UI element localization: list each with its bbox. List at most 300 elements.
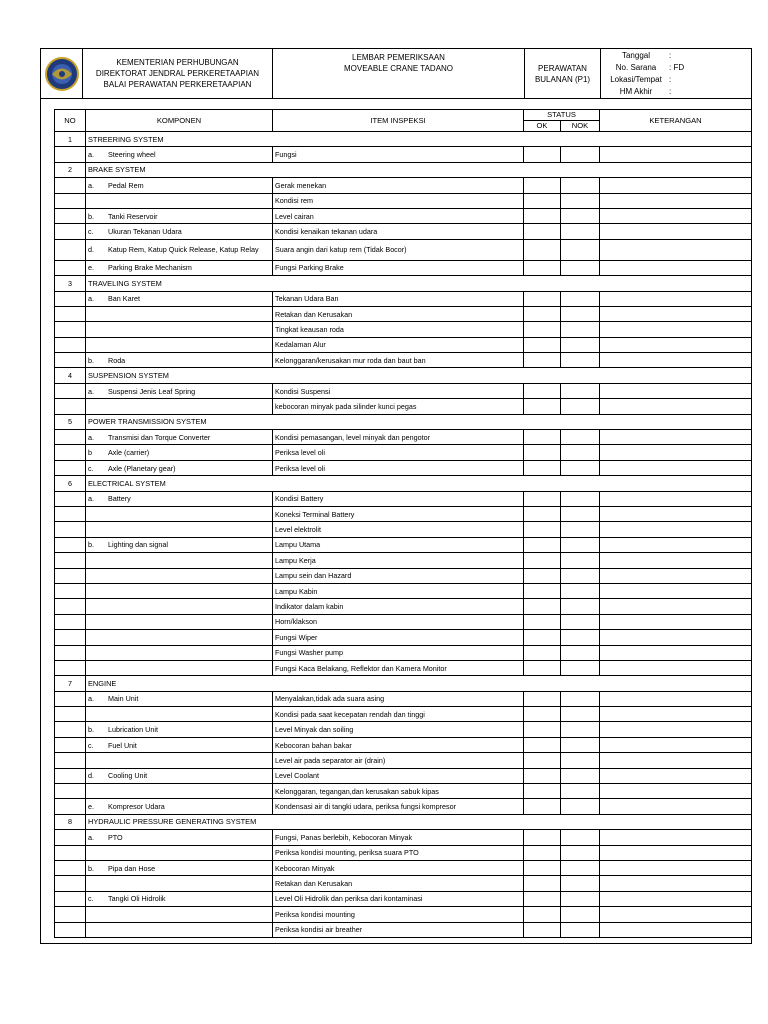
status-ok-cell[interactable]: [524, 599, 561, 614]
row-number: [55, 630, 86, 645]
status-ok-cell[interactable]: [524, 583, 561, 598]
inspection-table: [54, 109, 752, 938]
remarks-cell[interactable]: [600, 224, 752, 239]
inspection-item: Kondensasi air di tangki udara, periksa fungsi kompresor: [273, 799, 524, 814]
status-nok-cell[interactable]: [561, 583, 600, 598]
table-row: [55, 553, 752, 568]
remarks-cell[interactable]: [600, 922, 752, 937]
status-nok-cell[interactable]: [561, 891, 600, 906]
component-name: Roda: [108, 355, 126, 365]
table-row: [55, 537, 752, 552]
item-letter: b: [88, 448, 92, 458]
remarks-cell[interactable]: [600, 537, 752, 552]
meta-label: No. Sarana: [615, 63, 657, 72]
component-cell: [86, 178, 273, 193]
table-row: [55, 383, 752, 398]
status-nok-cell[interactable]: [561, 876, 600, 891]
component-cell: [86, 553, 273, 568]
remarks-cell[interactable]: [600, 568, 752, 583]
row-number: [55, 907, 86, 922]
status-ok-cell[interactable]: [524, 660, 561, 675]
col-komponen: KOMPONEN: [86, 110, 273, 132]
remarks-cell[interactable]: [600, 583, 752, 598]
remarks-cell[interactable]: [600, 830, 752, 845]
row-number: [55, 337, 86, 352]
row-number: [55, 383, 86, 398]
status-nok-cell[interactable]: [561, 799, 600, 814]
component-cell: [86, 860, 273, 875]
component-cell: [86, 830, 273, 845]
component-cell: [86, 208, 273, 223]
row-number: [55, 876, 86, 891]
component-cell: [86, 922, 273, 937]
status-nok-cell[interactable]: [561, 506, 600, 521]
row-number: [55, 691, 86, 706]
status-ok-cell[interactable]: [524, 399, 561, 414]
remarks-cell[interactable]: [600, 147, 752, 162]
row-number: [55, 506, 86, 521]
component-cell: [86, 291, 273, 306]
meta-row: [603, 50, 671, 62]
row-number: [55, 491, 86, 506]
row-number: [55, 830, 86, 845]
item-letter: e.: [88, 263, 94, 273]
status-ok-cell[interactable]: [524, 753, 561, 768]
status-nok-cell[interactable]: [561, 399, 600, 414]
table-row: [55, 224, 752, 239]
inspection-sheet: [40, 48, 752, 944]
row-number: [55, 645, 86, 660]
remarks-cell[interactable]: [600, 614, 752, 629]
inspection-item: Kebocoran Minyak: [273, 860, 524, 875]
component-name: Tangki Oli Hidrolik: [108, 894, 166, 904]
remarks-cell[interactable]: [600, 799, 752, 814]
status-ok-cell[interactable]: [524, 506, 561, 521]
row-number: [55, 784, 86, 799]
remarks-cell[interactable]: [600, 860, 752, 875]
status-nok-cell[interactable]: [561, 860, 600, 875]
inspection-item: Gerak menekan: [273, 178, 524, 193]
col-no: NO: [55, 110, 86, 132]
status-ok-cell[interactable]: [524, 193, 561, 208]
status-ok-cell[interactable]: [524, 691, 561, 706]
remarks-cell[interactable]: [600, 208, 752, 223]
remarks-cell[interactable]: [600, 239, 752, 260]
item-letter: d.: [88, 771, 94, 781]
status-ok-cell[interactable]: [524, 891, 561, 906]
row-number: [55, 239, 86, 260]
table-row: [55, 460, 752, 475]
table-row: [55, 876, 752, 891]
status-nok-cell[interactable]: [561, 645, 600, 660]
row-number: [55, 707, 86, 722]
component-cell: [86, 430, 273, 445]
remarks-cell[interactable]: [600, 768, 752, 783]
col-nok: NOK: [561, 121, 600, 132]
inspection-item: Kelonggaran/kerusakan mur roda dan baut ban: [273, 353, 524, 368]
inspection-item: kebocoran minyak pada silinder kunci pegas: [273, 399, 524, 414]
row-number: 4: [55, 368, 86, 383]
status-nok-cell[interactable]: [561, 291, 600, 306]
status-nok-cell[interactable]: [561, 753, 600, 768]
table-row: [55, 208, 752, 223]
status-ok-cell[interactable]: [524, 845, 561, 860]
remarks-cell[interactable]: [600, 337, 752, 352]
status-ok-cell[interactable]: [524, 537, 561, 552]
remarks-cell[interactable]: [600, 491, 752, 506]
table-row: [55, 630, 752, 645]
status-ok-cell[interactable]: [524, 784, 561, 799]
table-row: [55, 568, 752, 583]
remarks-cell[interactable]: [600, 306, 752, 321]
row-number: 5: [55, 414, 86, 429]
remarks-cell[interactable]: [600, 353, 752, 368]
status-ok-cell[interactable]: [524, 491, 561, 506]
remarks-cell[interactable]: [600, 784, 752, 799]
component-cell: [86, 614, 273, 629]
status-nok-cell[interactable]: [561, 691, 600, 706]
status-nok-cell[interactable]: [561, 445, 600, 460]
row-number: [55, 460, 86, 475]
row-number: [55, 922, 86, 937]
remarks-cell[interactable]: [600, 753, 752, 768]
inspection-item: Level cairan: [273, 208, 524, 223]
status-ok-cell[interactable]: [524, 860, 561, 875]
remarks-cell[interactable]: [600, 660, 752, 675]
meta-value: :: [669, 87, 672, 96]
meta-value: : FD: [669, 63, 685, 72]
status-ok-cell[interactable]: [524, 614, 561, 629]
table-row: [55, 830, 752, 845]
inspection-item: Suara angin dari katup rem (Tidak Bocor): [273, 239, 524, 260]
row-number: [55, 599, 86, 614]
row-number: [55, 430, 86, 445]
inspection-item: Fungsi, Panas berlebih, Kebocoran Minyak: [273, 830, 524, 845]
remarks-cell[interactable]: [600, 399, 752, 414]
item-letter: b.: [88, 863, 94, 873]
status-nok-cell[interactable]: [561, 306, 600, 321]
status-nok-cell[interactable]: [561, 147, 600, 162]
remarks-cell[interactable]: [600, 260, 752, 275]
component-name: Lubrication Unit: [108, 725, 158, 735]
component-cell: [86, 506, 273, 521]
section-title: ELECTRICAL SYSTEM: [86, 476, 752, 491]
inspection-item: Fungsi Parking Brake: [273, 260, 524, 275]
meta-label: Tanggal: [621, 51, 651, 60]
component-cell: [86, 399, 273, 414]
meta-row: [603, 86, 671, 98]
component-cell: [86, 907, 273, 922]
inspection-item: Lampu sein dan Hazard: [273, 568, 524, 583]
meta-fields: [601, 49, 751, 98]
inspection-item: Kondisi Battery: [273, 491, 524, 506]
inspection-item: Indikator dalam kabin: [273, 599, 524, 614]
status-nok-cell[interactable]: [561, 722, 600, 737]
status-nok-cell[interactable]: [561, 193, 600, 208]
status-nok-cell[interactable]: [561, 383, 600, 398]
status-nok-cell[interactable]: [561, 737, 600, 752]
remarks-cell[interactable]: [600, 522, 752, 537]
document-title: [273, 49, 525, 98]
component-cell: [86, 322, 273, 337]
status-ok-cell[interactable]: [524, 707, 561, 722]
section-row: [55, 814, 752, 829]
status-nok-cell[interactable]: [561, 322, 600, 337]
component-name: Fuel Unit: [108, 740, 137, 750]
row-number: [55, 660, 86, 675]
component-name: Ban Karet: [108, 294, 140, 304]
remarks-cell[interactable]: [600, 645, 752, 660]
status-ok-cell[interactable]: [524, 383, 561, 398]
section-row: [55, 162, 752, 177]
status-nok-cell[interactable]: [561, 707, 600, 722]
item-letter: a.: [88, 494, 94, 504]
item-letter: b.: [88, 355, 94, 365]
status-ok-cell[interactable]: [524, 737, 561, 752]
inspection-item: Tekanan Udara Ban: [273, 291, 524, 306]
item-letter: c.: [88, 740, 94, 750]
status-nok-cell[interactable]: [561, 239, 600, 260]
remarks-cell[interactable]: [600, 630, 752, 645]
status-nok-cell[interactable]: [561, 208, 600, 223]
component-cell: [86, 239, 273, 260]
inspection-item: Tingkat keausan roda: [273, 322, 524, 337]
status-nok-cell[interactable]: [561, 522, 600, 537]
status-ok-cell[interactable]: [524, 799, 561, 814]
row-number: [55, 306, 86, 321]
row-number: [55, 722, 86, 737]
col-status: STATUS: [524, 110, 600, 121]
remarks-cell[interactable]: [600, 599, 752, 614]
status-nok-cell[interactable]: [561, 768, 600, 783]
inspection-item: Level air pada separator air (drain): [273, 753, 524, 768]
status-ok-cell[interactable]: [524, 337, 561, 352]
remarks-cell[interactable]: [600, 553, 752, 568]
inspection-item: Kondisi Suspensi: [273, 383, 524, 398]
status-ok-cell[interactable]: [524, 353, 561, 368]
item-letter: c.: [88, 463, 94, 473]
remarks-cell[interactable]: [600, 178, 752, 193]
component-name: PTO: [108, 832, 123, 842]
status-nok-cell[interactable]: [561, 614, 600, 629]
inspection-item: Kondisi pemasangan, level minyak dan pengotor: [273, 430, 524, 445]
component-cell: [86, 383, 273, 398]
component-name: Kompresor Udara: [108, 802, 165, 812]
remarks-cell[interactable]: [600, 322, 752, 337]
table-row: [55, 707, 752, 722]
remarks-cell[interactable]: [600, 891, 752, 906]
status-nok-cell[interactable]: [561, 922, 600, 937]
remarks-cell[interactable]: [600, 430, 752, 445]
inspection-item: Periksa kondisi air breather: [273, 922, 524, 937]
row-number: [55, 568, 86, 583]
table-row: [55, 291, 752, 306]
row-number: 8: [55, 814, 86, 829]
status-nok-cell[interactable]: [561, 630, 600, 645]
table-row: [55, 239, 752, 260]
component-name: Transmisi dan Torque Converter: [108, 432, 211, 442]
status-ok-cell[interactable]: [524, 645, 561, 660]
component-cell: [86, 660, 273, 675]
component-cell: [86, 630, 273, 645]
inspection-item: Periksa level oli: [273, 460, 524, 475]
inspection-item: Lampu Utama: [273, 537, 524, 552]
remarks-cell[interactable]: [600, 907, 752, 922]
component-cell: [86, 845, 273, 860]
component-name: Steering wheel: [108, 150, 156, 160]
status-nok-cell[interactable]: [561, 553, 600, 568]
component-cell: [86, 583, 273, 598]
section-row: [55, 132, 752, 147]
status-nok-cell[interactable]: [561, 460, 600, 475]
remarks-cell[interactable]: [600, 383, 752, 398]
row-number: [55, 891, 86, 906]
status-nok-cell[interactable]: [561, 430, 600, 445]
status-nok-cell[interactable]: [561, 784, 600, 799]
row-number: [55, 445, 86, 460]
status-ok-cell[interactable]: [524, 630, 561, 645]
row-number: [55, 537, 86, 552]
status-nok-cell[interactable]: [561, 537, 600, 552]
remarks-cell[interactable]: [600, 445, 752, 460]
status-nok-cell[interactable]: [561, 599, 600, 614]
status-ok-cell[interactable]: [524, 147, 561, 162]
table-row: [55, 399, 752, 414]
status-ok-cell[interactable]: [524, 224, 561, 239]
remarks-cell[interactable]: [600, 193, 752, 208]
status-ok-cell[interactable]: [524, 291, 561, 306]
status-nok-cell[interactable]: [561, 337, 600, 352]
component-cell: [86, 522, 273, 537]
status-ok-cell[interactable]: [524, 830, 561, 845]
remarks-cell[interactable]: [600, 876, 752, 891]
component-name: Ukuran Tekanan Udara: [108, 227, 182, 237]
component-cell: [86, 537, 273, 552]
inspection-item: Kelonggaran, tegangan,dan kerusakan sabuk kipas: [273, 784, 524, 799]
status-nok-cell[interactable]: [561, 830, 600, 845]
remarks-cell[interactable]: [600, 506, 752, 521]
component-name: Tanki Reservoir: [108, 211, 158, 221]
row-number: [55, 768, 86, 783]
inspection-item: Level elektrolit: [273, 522, 524, 537]
component-cell: [86, 876, 273, 891]
remarks-cell[interactable]: [600, 291, 752, 306]
status-ok-cell[interactable]: [524, 178, 561, 193]
item-letter: c.: [88, 227, 94, 237]
table-row: [55, 178, 752, 193]
status-ok-cell[interactable]: [524, 239, 561, 260]
sheet-header: [41, 49, 751, 99]
row-number: 2: [55, 162, 86, 177]
remarks-cell[interactable]: [600, 722, 752, 737]
table-row: [55, 891, 752, 906]
status-ok-cell[interactable]: [524, 260, 561, 275]
item-letter: a.: [88, 432, 94, 442]
remarks-cell[interactable]: [600, 691, 752, 706]
row-number: [55, 737, 86, 752]
table-row: [55, 522, 752, 537]
status-ok-cell[interactable]: [524, 445, 561, 460]
period-line: PERAWATAN: [538, 63, 587, 73]
status-ok-cell[interactable]: [524, 322, 561, 337]
row-number: [55, 614, 86, 629]
status-ok-cell[interactable]: [524, 922, 561, 937]
remarks-cell[interactable]: [600, 737, 752, 752]
component-cell: [86, 260, 273, 275]
item-letter: a.: [88, 694, 94, 704]
status-ok-cell[interactable]: [524, 768, 561, 783]
status-ok-cell[interactable]: [524, 522, 561, 537]
inspection-item: Menyalakan,tidak ada suara asing: [273, 691, 524, 706]
table-row: [55, 660, 752, 675]
status-ok-cell[interactable]: [524, 208, 561, 223]
row-number: [55, 147, 86, 162]
status-nok-cell[interactable]: [561, 568, 600, 583]
status-ok-cell[interactable]: [524, 460, 561, 475]
table-row: [55, 599, 752, 614]
status-ok-cell[interactable]: [524, 306, 561, 321]
status-ok-cell[interactable]: [524, 907, 561, 922]
table-row: [55, 583, 752, 598]
row-number: [55, 322, 86, 337]
status-ok-cell[interactable]: [524, 722, 561, 737]
status-nok-cell[interactable]: [561, 660, 600, 675]
row-number: [55, 845, 86, 860]
meta-row: [603, 74, 671, 86]
component-name: Pipa dan Hose: [108, 863, 156, 873]
section-title: SUSPENSION SYSTEM: [86, 368, 752, 383]
status-nok-cell[interactable]: [561, 845, 600, 860]
status-nok-cell[interactable]: [561, 224, 600, 239]
col-keterangan: KETERANGAN: [600, 110, 752, 132]
remarks-cell[interactable]: [600, 845, 752, 860]
section-row: [55, 414, 752, 429]
remarks-cell[interactable]: [600, 460, 752, 475]
row-number: 1: [55, 132, 86, 147]
status-nok-cell[interactable]: [561, 178, 600, 193]
component-name: Pedal Rem: [108, 180, 144, 190]
item-letter: d.: [88, 245, 94, 255]
status-nok-cell[interactable]: [561, 491, 600, 506]
row-number: [55, 522, 86, 537]
inspection-item: Horn/klakson: [273, 614, 524, 629]
section-row: [55, 476, 752, 491]
meta-row: [603, 62, 684, 74]
row-number: [55, 799, 86, 814]
component-name: Battery: [108, 494, 131, 504]
item-letter: e.: [88, 802, 94, 812]
inspection-item: Lampu Kerja: [273, 553, 524, 568]
inspection-item: Level Coolant: [273, 768, 524, 783]
item-letter: b.: [88, 211, 94, 221]
meta-value: :: [669, 75, 672, 84]
status-nok-cell[interactable]: [561, 260, 600, 275]
status-ok-cell[interactable]: [524, 553, 561, 568]
status-ok-cell[interactable]: [524, 876, 561, 891]
section-title: POWER TRANSMISSION SYSTEM: [86, 414, 752, 429]
status-nok-cell[interactable]: [561, 907, 600, 922]
component-name: Lighting dan signal: [108, 540, 168, 550]
remarks-cell[interactable]: [600, 707, 752, 722]
inspection-item: Kondisi pada saat kecepatan rendah dan tinggi: [273, 707, 524, 722]
table-row: [55, 737, 752, 752]
table-row: [55, 322, 752, 337]
status-ok-cell[interactable]: [524, 430, 561, 445]
status-nok-cell[interactable]: [561, 353, 600, 368]
status-ok-cell[interactable]: [524, 568, 561, 583]
component-cell: [86, 645, 273, 660]
component-cell: [86, 445, 273, 460]
